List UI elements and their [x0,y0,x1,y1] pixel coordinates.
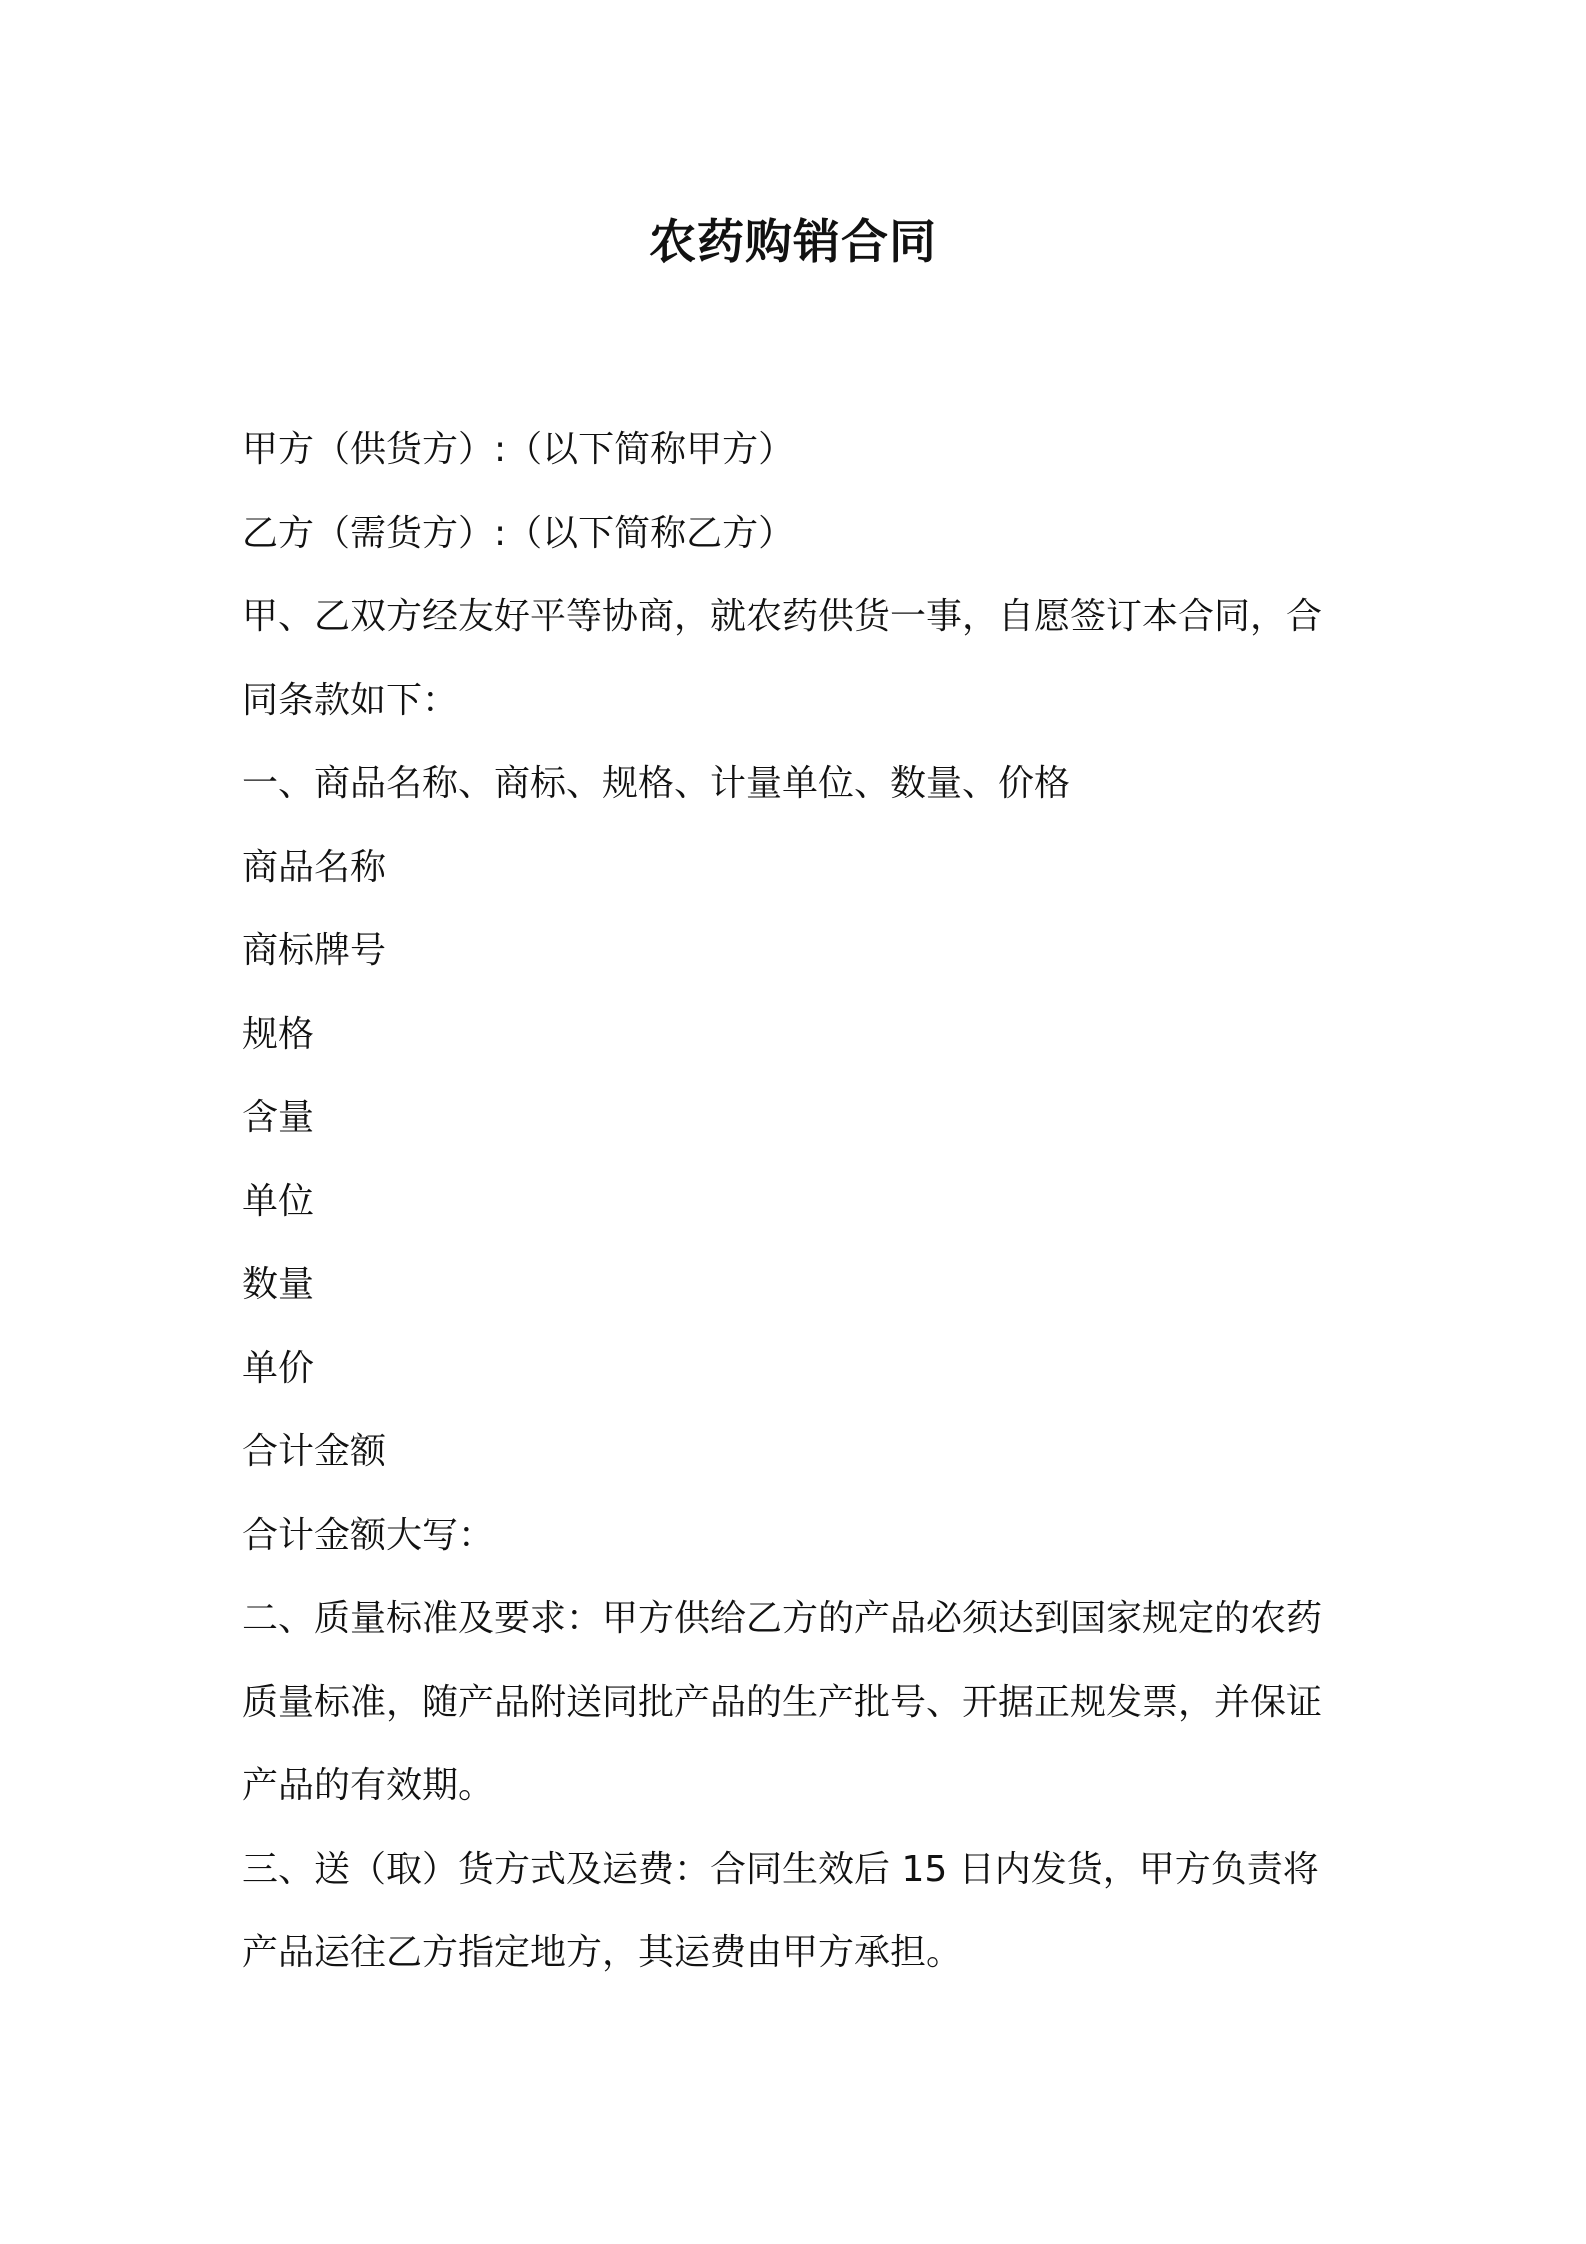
clause-1-heading: 一、商品名称、商标、规格、计量单位、数量、价格 [242,763,1071,804]
clause-3-line-2: 产品运往乙方指定地方，其运费由甲方承担。 [242,1932,963,1973]
field-total: 合计金额 [242,1431,387,1472]
document-title: 农药购销合同 [649,215,937,270]
clause-2-line-3: 产品的有效期。 [242,1765,495,1806]
document-body [242,408,1362,1995]
field-content: 含量 [242,1097,315,1138]
field-product-name: 商品名称 [242,846,387,888]
field-spec: 规格 [242,1013,315,1055]
field-brand: 商标牌号 [242,930,387,971]
clause-3-line-1: 三、送（取）货方式及运费：合同生效后 15 日内发货，甲方负责将 [242,1848,1319,1890]
field-quantity: 数量 [242,1264,315,1305]
preamble-line-1: 甲、乙双方经友好平等协商，就农药供货一事，自愿签订本合同，合 [242,596,1323,637]
party-a-line: 甲方（供货方）:（以下简称甲方） [242,429,795,470]
clause-2-line-2: 质量标准，随产品附送同批产品的生产批号、开据正规发票，并保证 [242,1681,1323,1723]
party-b-line: 乙方（需货方）:（以下简称乙方） [242,512,795,554]
field-unit-price: 单价 [242,1347,315,1389]
field-total-words: 合计金额大写： [242,1514,495,1556]
clause-2-line-1: 二、质量标准及要求：甲方供给乙方的产品必须达到国家规定的农药 [242,1598,1323,1639]
field-unit: 单位 [242,1180,315,1222]
preamble-line-2: 同条款如下： [242,679,459,721]
